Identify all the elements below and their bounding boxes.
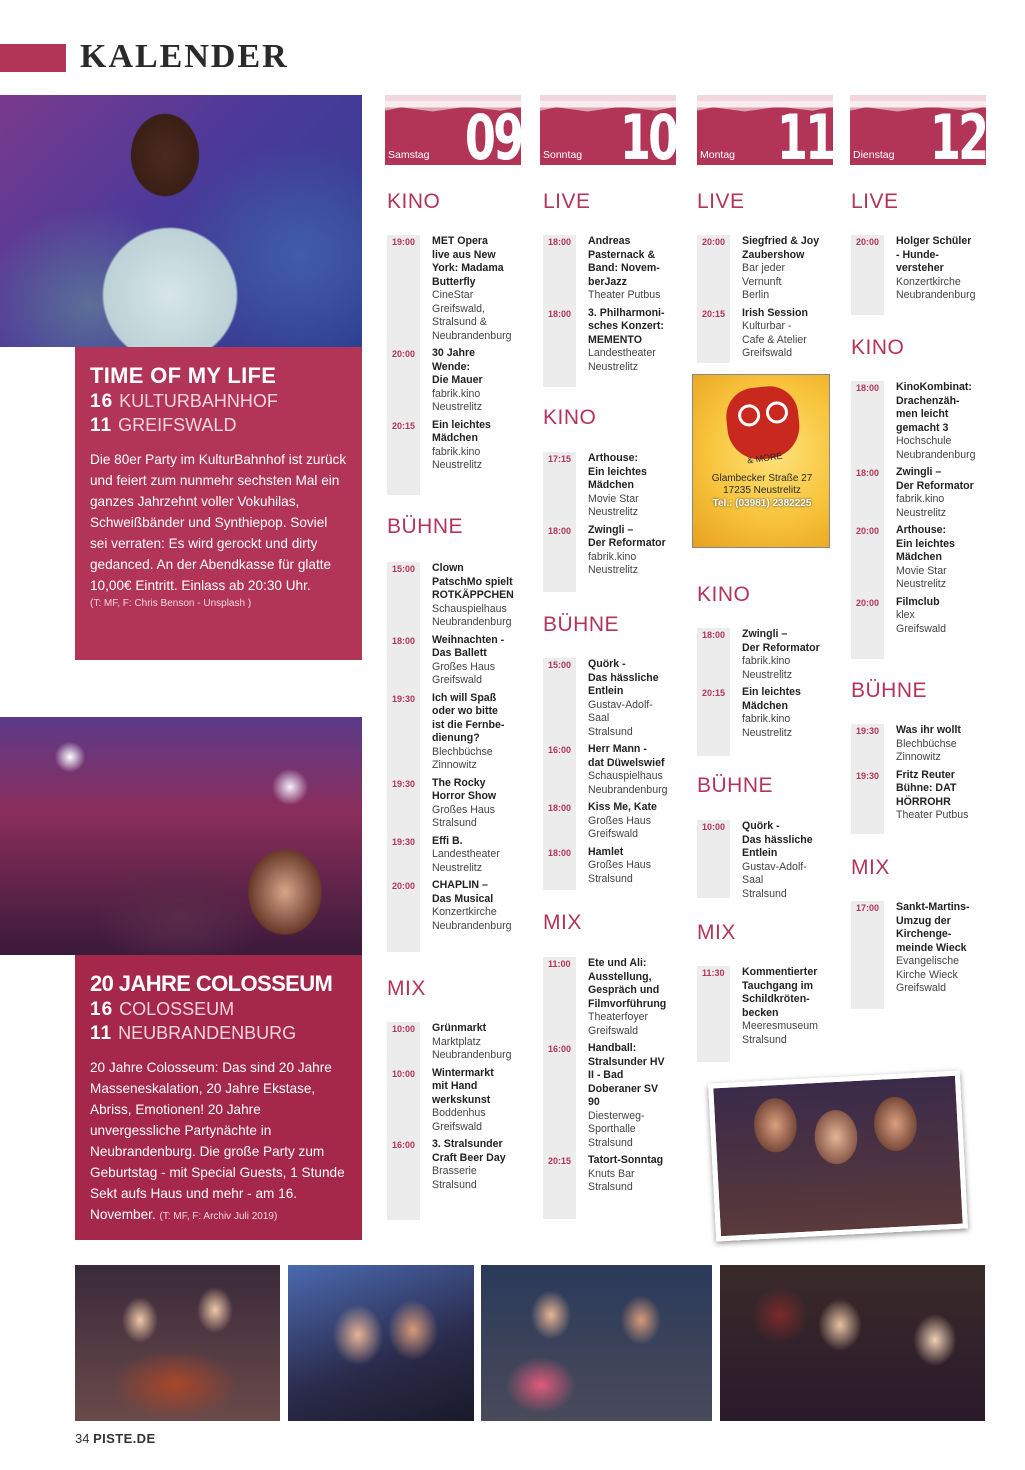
event-title: Zwingli – Der Reformator [742, 628, 820, 654]
promo-20-jahre-colosseum [75, 955, 362, 1240]
event-title: Arthouse: Ein leichtes Mädchen [896, 524, 955, 563]
promo-month-city: 11 GREIFSWALD [90, 415, 237, 436]
event-time: 19:30 [856, 726, 880, 736]
category-kino: KINO [697, 583, 751, 606]
event-title: Zwingli – Der Reformator [896, 466, 974, 492]
event-time: 18:00 [548, 308, 572, 319]
event-title: 30 Jahre Wende: Die Mauer [432, 347, 483, 386]
event-time: 16:00 [548, 1044, 572, 1054]
event-time: 20:00 [856, 237, 880, 247]
category-mix: MIX [543, 911, 582, 934]
event-title: Hamlet [588, 845, 624, 858]
category-mix: MIX [697, 921, 736, 944]
event-entry [851, 724, 981, 765]
page-footer [75, 1431, 156, 1446]
event-location: Theaterfoyer Greifswald [588, 1011, 649, 1037]
event-time: 11:00 [548, 959, 571, 969]
event-time: 20:00 [392, 881, 416, 891]
event-title: Zwingli – Der Reformator [588, 523, 666, 549]
event-location: Landestheater Neustrelitz [432, 848, 500, 874]
event-location: Landestheater Neustrelitz [588, 347, 656, 373]
event-time: 11:30 [702, 968, 725, 978]
event-title: Quörk - Das hässliche Entlein [742, 820, 813, 859]
event-entry [387, 1022, 517, 1063]
event-title: MET Opera live aus New York: Madama Butterfly [432, 235, 504, 288]
event-location: Konzertkirche Neubrandenburg [432, 906, 512, 932]
event-location: Movie Star Neustrelitz [588, 492, 639, 518]
event-time: 20:15 [702, 688, 726, 698]
event-title: Ein leichtes Mädchen [742, 686, 801, 712]
event-location: Movie Star Neustrelitz [896, 564, 947, 590]
events-sonntag-kino [543, 452, 673, 592]
event-time: 18:00 [548, 525, 572, 536]
event-location: Bar jeder Vernunft Berlin [742, 262, 785, 301]
category-mix: MIX [851, 856, 890, 879]
event-title: Siegfried & Joy Zaubershow [742, 235, 820, 261]
event-location: fabrik.kino Neustrelitz [432, 445, 483, 471]
event-location: Knuts Bar Stralsund [588, 1167, 635, 1193]
category-buehne: BÜHNE [851, 679, 928, 702]
event-entry [697, 628, 827, 682]
promo-credit: (T: MF, F: Archiv Juli 2019) [159, 1211, 278, 1222]
photo-strip-dirndl-women [75, 1265, 280, 1421]
event-location: Evangelische Kirche Wieck Greifswald [896, 955, 960, 994]
event-entry [387, 777, 517, 831]
event-entry [697, 686, 827, 740]
event-location: fabrik.kino Neustrelitz [588, 550, 639, 576]
event-title: Sankt-Martins- Umzug der Kirchenge- meinde Wieck [896, 901, 970, 954]
event-title: 3. Stralsunder Craft Beer Day [432, 1138, 506, 1164]
event-title: Weihnachten - Das Ballett [432, 633, 505, 659]
event-location: Schauspielhaus Neubrandenburg [588, 770, 668, 796]
day-header-samstag: Samstag 09 [385, 95, 521, 165]
promo-text: 20 Jahre Colosseum: Das sind 20 Jahre Masseneskalation, 20 Jahre Ekstase, Abriss, Emotionen! 20 Jahre unvergessliche Partynächte in Neubrandenburg. Die große Party zum Geburtstag - mit Special Guests, 1 Stunde Sekt aufs Haus und mehr - am 16. November. (T: MF, F: Archiv Juli 2019) [90, 1060, 345, 1222]
event-entry [387, 347, 517, 415]
event-title: Kiss Me, Kate [588, 801, 657, 813]
event-title: Wintermarkt mit Hand werkskunst [432, 1066, 494, 1106]
category-kino: KINO [543, 406, 597, 429]
event-location: Marktplatz Neubrandenburg [432, 1035, 512, 1061]
events-sonntag-buehne [543, 658, 673, 890]
event-title: Ich will Spaß oder wo bitte ist die Fernbe- dienung? [432, 691, 505, 744]
event-time: 18:00 [856, 468, 880, 478]
event-time: 18:00 [856, 383, 880, 393]
events-dienstag-buehne [851, 724, 981, 834]
event-title: Handball: Stralsunder HV II - Bad Doberaner SV 90 [588, 1042, 665, 1108]
event-time: 17:15 [548, 454, 572, 464]
day-header-dienstag: Dienstag 12 [850, 95, 986, 165]
event-time: 17:00 [856, 903, 880, 913]
events-sonntag-live [543, 235, 673, 387]
event-entry [697, 307, 827, 361]
event-time: 18:00 [702, 630, 726, 640]
photo-strip-guys [481, 1265, 712, 1421]
day-header-sonntag: Sonntag 10 [540, 95, 676, 165]
event-location: Gustav-Adolf-Saal Stralsund [742, 860, 807, 900]
event-title: Fritz Reuter Bühne: DAT HÖRROHR [896, 768, 957, 808]
category-live: LIVE [851, 190, 899, 213]
event-title: CHAPLIN – Das Musical [432, 879, 494, 905]
category-live: LIVE [697, 190, 745, 213]
event-entry [851, 769, 981, 823]
event-time: 20:15 [702, 308, 726, 319]
event-entry [543, 801, 673, 842]
promo-date-venue: 16 KULTURBAHNHOF [90, 391, 278, 412]
event-entry [387, 835, 517, 876]
event-location: Großes Haus Greifswald [588, 814, 651, 840]
event-title: Grünmarkt [432, 1022, 487, 1034]
event-entry [543, 1042, 673, 1150]
event-entry [543, 307, 673, 375]
header-accent-bar [0, 44, 66, 72]
event-entry [543, 1154, 673, 1195]
category-buehne: BÜHNE [387, 515, 464, 538]
advertisement-pizza[interactable] [692, 374, 830, 548]
event-location: Großes Haus Greifswald [432, 660, 495, 686]
event-location: Blechbüchse Zinnowitz [432, 745, 493, 771]
event-entry [851, 596, 981, 637]
event-time: 19:30 [392, 778, 416, 789]
event-title: Herr Mann - dat Düwelswief [588, 743, 665, 769]
category-live: LIVE [543, 190, 591, 213]
brand-name: PISTE.DE [93, 1431, 156, 1446]
event-entry [851, 466, 981, 520]
event-title: Filmclub [896, 595, 940, 608]
event-time: 20:15 [548, 1156, 572, 1166]
promo-text: Die 80er Party im KulturBahnhof ist zurück und feiert zum nunmehr sechsten Mal ein ganzes Jahrzehnt voller Vokuhilas, Schweißbänder und Synthiepop. Soviel sei verraten: Es wird gerockt und dirty gedanced. An der Abendkasse für glatte 10,00€ Eintritt. Einlass ab 20:30 Uhr. [90, 452, 347, 593]
category-buehne: BÜHNE [543, 613, 620, 636]
category-kino: KINO [851, 336, 905, 359]
event-title: Ein leichtes Mädchen [432, 418, 491, 444]
events-samstag-mix [387, 1022, 517, 1220]
event-time: 10:00 [392, 1024, 416, 1034]
event-time: 19:30 [392, 836, 416, 847]
event-time: 10:00 [702, 822, 726, 832]
photo-woman-80s-party [0, 95, 362, 347]
event-entry [387, 419, 517, 473]
event-entry [851, 381, 981, 462]
page-title: KALENDER [80, 38, 289, 75]
day-header-montag: Montag 11 [697, 95, 833, 165]
promo-title: 20 JAHRE COLOSSEUM [90, 971, 333, 996]
category-kino: KINO [387, 190, 441, 213]
event-time: 19:30 [856, 770, 880, 781]
event-location: Theater Putbus [588, 289, 661, 301]
pizzeria-logo-icon [723, 383, 802, 462]
event-entry [387, 1067, 517, 1135]
events-dienstag-mix [851, 901, 981, 1009]
event-location: fabrik.kino Neustrelitz [432, 387, 483, 413]
events-dienstag-live [851, 235, 981, 315]
events-samstag-kino [387, 235, 517, 495]
events-sonntag-mix [543, 957, 673, 1219]
event-time: 20:00 [856, 526, 880, 536]
event-time: 20:00 [702, 237, 726, 247]
event-time: 15:00 [392, 564, 416, 574]
photo-oktoberfest-group [708, 1071, 968, 1242]
event-entry [387, 634, 517, 688]
event-location: Kulturbar - Cafe & Atelier Greifswald [742, 320, 807, 359]
category-buehne: BÜHNE [697, 774, 774, 797]
event-location: Meeresmuseum Stralsund [742, 1020, 818, 1046]
event-entry [697, 966, 827, 1047]
page-number: 34 [75, 1431, 90, 1446]
event-title: The Rocky Horror Show [432, 776, 497, 802]
event-title: Quörk - Das hässliche Entlein [588, 658, 659, 697]
shirt-logo-graphic [134, 264, 191, 311]
event-entry [387, 235, 517, 343]
event-title: Was ihr wollt [896, 724, 961, 736]
event-entry [387, 692, 517, 773]
event-time: 16:00 [548, 745, 572, 755]
photo-strip-couple [288, 1265, 474, 1421]
event-location: Konzertkirche Neubrandenburg [896, 275, 976, 301]
event-entry [543, 743, 673, 797]
events-samstag-buehne [387, 562, 517, 952]
event-entry [851, 524, 981, 592]
event-location: klex Greifswald [896, 609, 947, 635]
event-title: Effi B. [432, 834, 463, 847]
event-entry [543, 524, 673, 578]
event-entry [851, 235, 981, 303]
event-title: Ete und Ali: Ausstellung, Gespräch und Filmvorführung [588, 957, 667, 1010]
event-title: KinoKombinat: Drachenzäh- men leicht gemacht 3 [896, 381, 972, 434]
event-location: Hochschule Neubrandenburg [896, 435, 976, 461]
event-time: 10:00 [392, 1068, 416, 1079]
event-time: 20:00 [392, 349, 416, 359]
event-entry [387, 562, 517, 630]
event-time: 19:00 [392, 237, 416, 247]
event-location: fabrik.kino Neustrelitz [742, 713, 793, 739]
promo-date-venue: 16 COLOSSEUM [90, 999, 235, 1020]
photo-strip-women [720, 1265, 985, 1421]
events-montag-buehne [697, 820, 827, 898]
ad-phone: Tel.: (03981) 2382225 [712, 498, 812, 509]
ad-slogan: & MORE [746, 450, 784, 466]
event-entry [697, 235, 827, 303]
promo-credit: (T: MF, F: Chris Benson - Unsplash ) [90, 598, 252, 609]
event-title: Arthouse: Ein leichtes Mädchen [588, 452, 647, 491]
event-time: 20:15 [392, 420, 416, 431]
event-time: 15:00 [548, 660, 572, 670]
event-time: 16:00 [392, 1140, 416, 1150]
event-entry [543, 235, 673, 303]
event-location: Blechbüchse Zinnowitz [896, 737, 957, 763]
event-time: 18:00 [548, 237, 572, 247]
category-mix: MIX [387, 977, 426, 1000]
event-location: CineStar Greifswald, Stralsund & Neubrandenburg [432, 289, 512, 342]
event-location: Großes Haus Stralsund [432, 803, 495, 829]
promo-time-of-my-life [75, 347, 362, 660]
event-title: Kommentierter Tauchgang im Schildkröten- becken [742, 966, 818, 1019]
promo-title: TIME OF MY LIFE [90, 363, 277, 388]
event-entry [697, 820, 827, 901]
event-entry [543, 452, 673, 520]
event-time: 18:00 [548, 803, 572, 813]
ad-address: Glambecker Straße 27 17235 Neustrelitz [711, 473, 813, 496]
event-location: fabrik.kino Neustrelitz [896, 493, 947, 519]
event-entry [543, 957, 673, 1038]
event-location: Diesterweg- Sporthalle Stralsund [588, 1109, 645, 1149]
event-location: fabrik.kino Neustrelitz [742, 655, 793, 681]
event-location: Großes Haus Stralsund [588, 859, 651, 885]
event-entry [543, 658, 673, 739]
event-location: Boddenhus Greifswald [432, 1107, 486, 1133]
events-dienstag-kino [851, 381, 981, 659]
events-montag-mix [697, 966, 827, 1062]
event-entry [543, 846, 673, 887]
event-title: Irish Session [742, 306, 808, 319]
events-montag-kino [697, 628, 827, 756]
event-location: Schauspielhaus Neubrandenburg [432, 602, 512, 628]
event-title: Andreas Pasternack & Band: Novem- berJazz [588, 235, 660, 288]
event-title: Holger Schüler - Hunde- versteher [896, 235, 972, 274]
event-title: Tatort-Sonntag [588, 1154, 664, 1166]
event-location: Gustav-Adolf-Saal Stralsund [588, 698, 653, 738]
event-title: Clown PatschMo spielt ROTKÄPPCHEN [432, 562, 514, 601]
promo-month-city: 11 NEUBRANDENBURG [90, 1023, 297, 1044]
event-time: 18:00 [548, 847, 572, 858]
event-time: 20:00 [856, 597, 880, 608]
event-entry [387, 1138, 517, 1192]
event-entry [387, 879, 517, 933]
event-location: Brasserie Stralsund [432, 1165, 477, 1191]
event-title: 3. Philharmoni- sches Konzert: MEMENTO [588, 306, 665, 346]
event-time: 19:30 [392, 693, 416, 704]
event-time: 18:00 [392, 635, 416, 646]
photo-dance-crowd [0, 717, 362, 955]
events-montag-live [697, 235, 827, 363]
event-location: Theater Putbus [896, 809, 969, 821]
event-entry [851, 901, 981, 996]
